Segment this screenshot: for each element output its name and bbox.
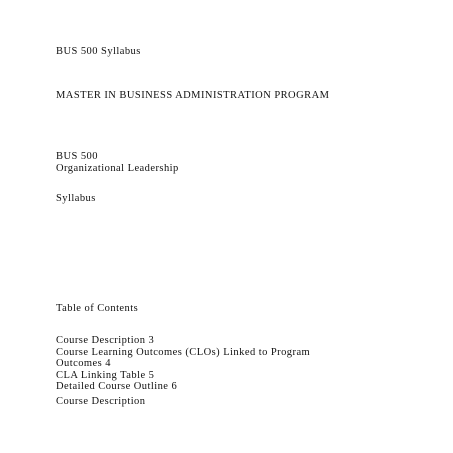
toc-list: [56, 335, 310, 393]
toc-item: Detailed Course Outline 6: [56, 381, 178, 393]
toc-item: Course Description 3: [56, 335, 155, 346]
course-name: Organizational Leadership: [56, 163, 179, 174]
section-heading: Course Description: [56, 396, 146, 407]
program-title: MASTER IN BUSINESS ADMINISTRATION PROGRAM: [56, 90, 330, 101]
toc-item: Outcomes 4: [56, 358, 111, 370]
toc-item: CLA Linking Table 5: [56, 369, 155, 381]
course-code: BUS 500: [56, 151, 98, 162]
toc-title: Table of Contents: [56, 303, 139, 314]
page-header: BUS 500 Syllabus: [56, 46, 141, 57]
toc-item: Course Learning Outcomes (CLOs) Linked to Program: [56, 346, 311, 358]
document-type: Syllabus: [56, 193, 96, 204]
